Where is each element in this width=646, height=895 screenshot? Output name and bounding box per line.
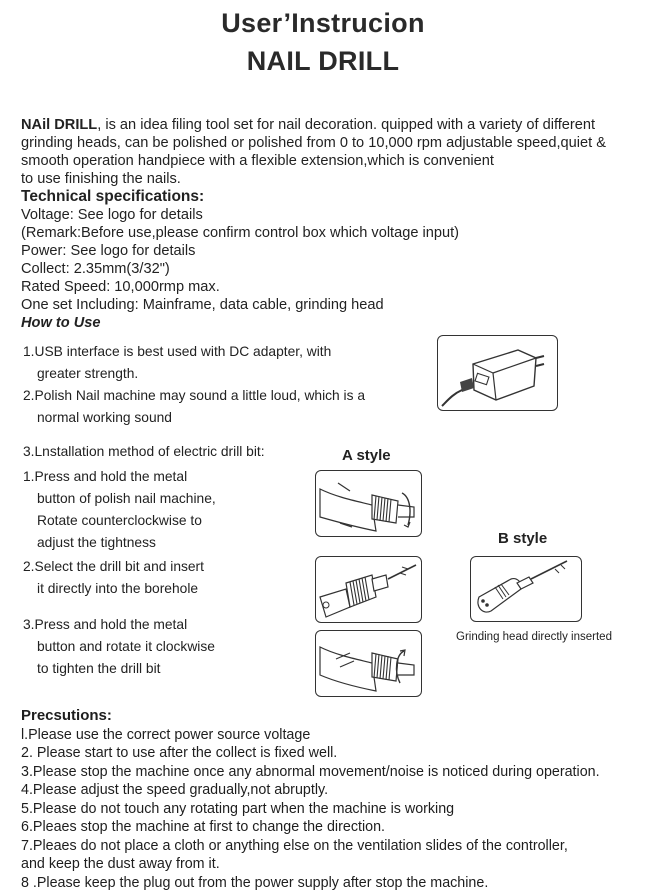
usage-step-1-line-1: 1.USB interface is best used with DC adapter, with bbox=[23, 344, 332, 359]
b-style-caption: Grinding head directly inserted bbox=[456, 631, 612, 643]
install-sub-2-line-1: 2.Select the drill bit and insert bbox=[23, 559, 204, 574]
a-style-label: A style bbox=[342, 447, 391, 464]
a-style-step-1-illustration bbox=[315, 470, 422, 537]
drill-tighten-icon bbox=[316, 631, 421, 696]
install-sub-1-line-2: button of polish nail machine, bbox=[37, 491, 216, 506]
precaution-item: 8 .Please keep the plug out from the power supply after stop the machine. bbox=[21, 874, 489, 891]
install-sub-step-3 bbox=[23, 614, 215, 680]
precaution-item: and keep the dust away from it. bbox=[21, 856, 220, 872]
drill-unscrew-icon bbox=[316, 471, 421, 536]
usage-step-2-line-1: 2.Polish Nail machine may sound a little loud, which is a bbox=[23, 388, 366, 403]
install-sub-1-line-3: Rotate counterclockwise to bbox=[37, 513, 202, 528]
install-sub-step-1 bbox=[23, 466, 216, 554]
product-name: NAil DRILL bbox=[21, 117, 98, 133]
install-sub-3-line-3: to tighten the drill bit bbox=[37, 661, 161, 676]
usage-step-1-line-2: greater strength. bbox=[37, 366, 139, 381]
usage-step-1 bbox=[23, 341, 331, 385]
precaution-item: 3.Please stop the machine once any abnormal movement/noise is noticed during operation. bbox=[21, 763, 600, 780]
install-sub-1-line-4: adjust the tightness bbox=[37, 535, 156, 550]
title-line-2: NAIL DRILL bbox=[246, 46, 400, 76]
precaution-item: 7.Pleaes do not place a cloth or anything else on the ventilation slides of the controller, bbox=[21, 837, 568, 854]
install-sub-2-line-2: it directly into the borehole bbox=[37, 581, 199, 596]
spec-item: Voltage: See logo for details bbox=[21, 207, 203, 223]
intro-line-4: to use finishing the nails. bbox=[21, 171, 181, 187]
intro-line-1-text: , is an idea filing tool set for nail decoration. quipped with a variety of different bbox=[97, 117, 596, 133]
b-style-label: B style bbox=[498, 530, 548, 547]
specs-heading: Technical specifications: bbox=[21, 188, 205, 205]
grinding-head-insert-icon bbox=[471, 557, 581, 621]
drill-insert-bit-icon bbox=[316, 557, 421, 622]
intro-line-2: grinding heads, can be polished or polished from 0 to 10,000 rpm adjustable speed,quiet & bbox=[21, 135, 606, 151]
spec-item: One set Including: Mainframe, data cable, grinding head bbox=[21, 297, 384, 313]
precaution-item: 5.Please do not touch any rotating part when the machine is working bbox=[21, 800, 455, 817]
how-to-use-heading: How to Use bbox=[21, 315, 101, 331]
precaution-item: 2. Please start to use after the collect is fixed well. bbox=[21, 745, 338, 761]
usb-adapter-illustration bbox=[437, 335, 558, 411]
install-sub-1-line-1: 1.Press and hold the metal bbox=[23, 469, 188, 484]
spec-item: Rated Speed: 10,000rmp max. bbox=[21, 279, 220, 295]
spec-item: (Remark:Before use,please confirm control box which voltage input) bbox=[21, 225, 460, 241]
a-style-step-2-illustration bbox=[315, 556, 422, 623]
intro-line-1 bbox=[21, 116, 641, 134]
spec-item: Power: See logo for details bbox=[21, 243, 196, 259]
install-sub-3-line-2: button and rotate it clockwise bbox=[37, 639, 215, 654]
intro-line-3: smooth operation handpiece with a flexible extension,which is convenient bbox=[21, 153, 494, 169]
precaution-item: l.Please use the correct power source voltage bbox=[21, 726, 311, 743]
install-sub-3-line-1: 3.Press and hold the metal bbox=[23, 617, 188, 632]
a-style-step-3-illustration bbox=[315, 630, 422, 697]
precautions-section bbox=[21, 707, 646, 892]
install-sub-step-2 bbox=[23, 556, 204, 600]
usage-step-2-line-2: normal working sound bbox=[37, 410, 172, 425]
title-line-1: User’Instrucion bbox=[221, 8, 425, 38]
precaution-item: 6.Pleaes stop the machine at first to change the direction. bbox=[21, 819, 385, 835]
usage-step-2 bbox=[23, 385, 365, 429]
b-style-illustration bbox=[470, 556, 582, 622]
precautions-heading: Precsutions: bbox=[21, 707, 112, 724]
spec-item: Collect: 2.35mm(3/32") bbox=[21, 261, 170, 277]
usb-adapter-icon bbox=[438, 336, 557, 410]
intro-section bbox=[21, 116, 641, 332]
precaution-item: 4.Please adjust the speed gradually,not abruptly. bbox=[21, 782, 329, 798]
usage-step-3-heading: 3.Lnstallation method of electric drill bit: bbox=[23, 444, 265, 459]
